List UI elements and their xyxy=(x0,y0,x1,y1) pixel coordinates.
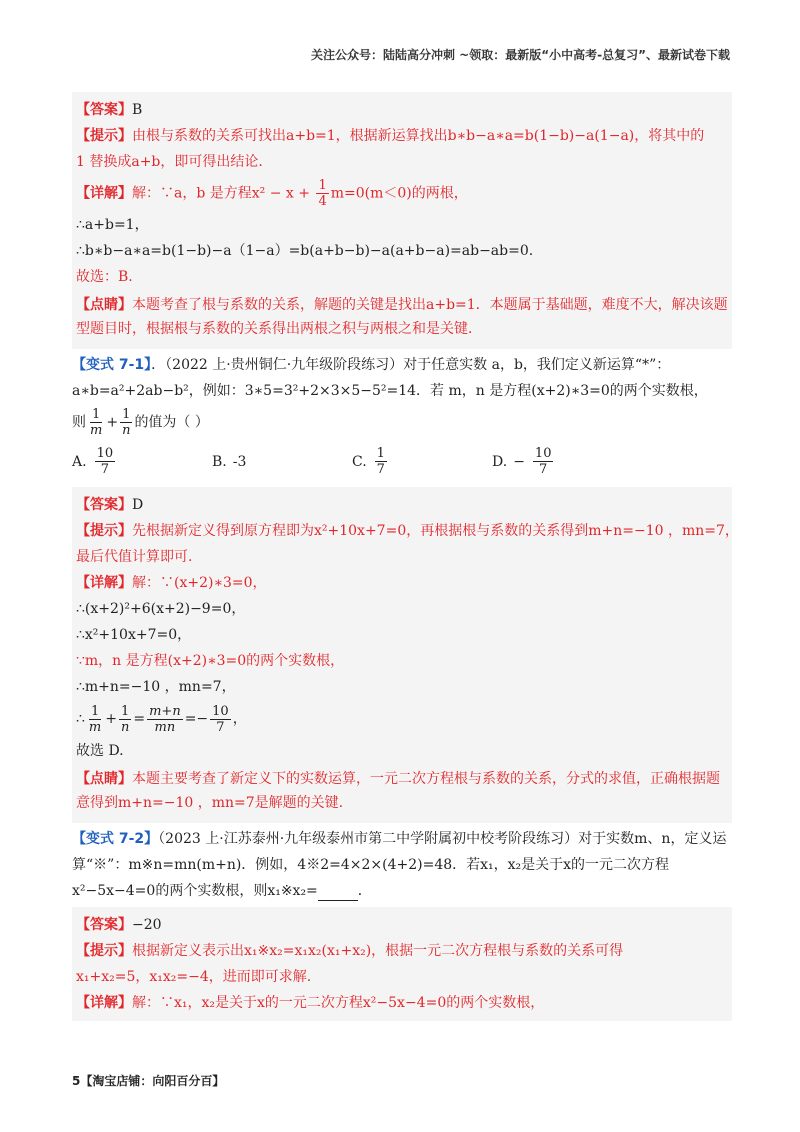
q7-comment: 本题考查了根与系数的关系，解题的关键是找出a+b=1．本题属于基础题，难度不大，解决该题型题目时，根据根与系数的关系得出两根之积与两根之和是关键． xyxy=(76,297,728,337)
v71-frac-1n: $\frac{1}{n}$ xyxy=(122,407,131,438)
option-c[interactable]: C. $\frac{1}{7}$ xyxy=(352,446,385,477)
v71-sol-frac-107: $\frac{10}{7}$ xyxy=(212,703,229,735)
v71-sol-frac-1n: $\frac{1}{n}$ xyxy=(120,703,130,735)
v71-stem-1: ．（2022 上·贵州铜仁·九年级阶段练习）对于任意实数 a，b，我们定义新运算“*”： xyxy=(151,357,671,373)
q7-solution xyxy=(72,92,732,349)
v71-detail-6-pre: ∴ xyxy=(76,711,85,727)
v71-sol-frac-mn: $\frac{m+n}{mn}$ xyxy=(149,703,181,735)
option-a[interactable]: A. $\frac{10}{7}$ xyxy=(72,446,114,477)
v71-detail-2: ∴(x+2)²+6(x+2)−9=0， xyxy=(76,601,246,617)
v71-hint-1: 先根据新定义得到原方程即为x²+10x+7=0，再根据根与系数的关系得到m+n=−10 ，mn=7， xyxy=(132,523,739,539)
q7-answer: B xyxy=(132,102,143,118)
v71-stem-3-post: 的值为（ ） xyxy=(134,414,209,431)
v72-solution xyxy=(72,907,732,1021)
hint-label: 【提示】 xyxy=(76,128,132,144)
v72-answer: −20 xyxy=(132,917,162,933)
v71-stem-2: a∗b=a²+2ab−b²，例如：3∗5=3²+2×3×5−5²=14．若 m，n 是方程(x+2)∗3=0的两个实数根， xyxy=(72,383,708,399)
q7-detail-2: ∴a+b=1， xyxy=(76,217,149,233)
v71-detail-1: 解：∵(x+2)∗3=0， xyxy=(132,575,267,591)
comment-label: 【点睛】 xyxy=(76,297,132,313)
v71-solution: 【答案】D 【提示】先根据新定义得到原方程即为x²+10x+7=0，再根据根与系数的关系得到m+n=−10 ，mn=7， 最后代值计算即可. 【详解】解：∵(x+2)∗3=0， ∴(x+2)²+6(x+2)−9=0， ∴x²+10x+7=0， ∵m，n 是方程(x+2)∗3=0的两个实数根， ∴m+n=−10 ，mn=7， ∴ $\frac{1}{m}$ + $\frac{1}{n}$ = $\frac{m+n}{mn}$ =− $\frac{10}{7}$ ， 故选 D. 【点睛】本题主要考查了新定义下的实数运算，一元二次方程根与系数的关系，分式的求值，正确根据题意得到m+n=−10 ，mn=7是解题的关键. xyxy=(72,487,732,823)
option-b[interactable]: B. -3 xyxy=(212,453,247,470)
q7-detail-4: 故选：B. xyxy=(76,269,133,285)
v71-comment: 本题主要考查了新定义下的实数运算，一元二次方程根与系数的关系，分式的求值，正确根据题意得到m+n=−10 ，mn=7是解题的关键. xyxy=(76,771,720,811)
v71-label: 【变式 7-1】 xyxy=(72,357,152,373)
answer-label: 【答案】 xyxy=(76,497,132,513)
document-body xyxy=(72,92,739,1021)
q7-hint-1: 由根与系数的关系可找出a+b=1，根据新运算找出b∗b−a∗a=b(1−b)−a(1−a)，将其中的 xyxy=(132,128,705,144)
q7-frac-quarter: $\frac{1}{4}$ xyxy=(318,178,327,209)
page-header: 关注公众号：陆陆高分冲刺 ~领取：最新版“小中高考-总复习”、最新试卷下载 xyxy=(311,48,730,62)
q7-detail-1-end: m=0(m＜0)的两根， xyxy=(330,185,468,202)
v71-detail-3: ∴x²+10x+7=0， xyxy=(76,627,192,643)
page-footer: 5【淘宝店铺：向阳百分百】 xyxy=(72,1074,225,1088)
v72-stem-2: 算“※”：m※n=mn(m+n)．例如，4※2=4×2×(4+2)=48．若x₁，x₂是关于x的一元二次方程 xyxy=(72,857,670,873)
v71-sol-frac-1m: $\frac{1}{m}$ xyxy=(88,703,102,735)
v71-answer: D xyxy=(132,497,144,513)
hint-label: 【提示】 xyxy=(76,943,132,959)
q7-hint-2: 1 替换成a+b，即可得出结论. xyxy=(76,154,263,170)
variant-7-2: 【变式 7-2】（2023 上·江苏泰州·九年级泰州市第二中学附属初中校考阶段练习）对于实数m、n，定义运 算“※”：m※n=mn(m+n)．例如，4※2=4×2×(4+2)=48．若x₁，x₂是关于x的一元二次方程 x²−5x−4=0的两个实数根，则x₁※x₂= ． xyxy=(72,831,727,899)
v71-stem-3-pre: 则 xyxy=(72,414,86,431)
q7-detail-1: 解：∵a，b 是方程x² − x + xyxy=(132,185,315,202)
option-d[interactable]: D. − $\frac{10}{7}$ xyxy=(492,446,552,477)
detail-label: 【详解】 xyxy=(76,185,132,202)
v72-hint-1: 根据新定义表示出x₁※x₂=x₁x₂(x₁+x₂)，根据一元二次方程根与系数的关系可得 xyxy=(132,943,624,959)
v71-detail-7: 故选 D. xyxy=(76,743,124,759)
hint-label: 【提示】 xyxy=(76,523,132,539)
v72-detail-1: 解：∵x₁，x₂是关于x的一元二次方程x²−5x−4=0的两个实数根， xyxy=(132,995,545,1011)
comment-label: 【点睛】 xyxy=(76,771,132,787)
v71-frac-1m: $\frac{1}{m}$ xyxy=(90,407,103,438)
v71-options xyxy=(72,446,732,477)
answer-label: 【答案】 xyxy=(76,917,132,933)
v71-detail-4: ∵m，n 是方程(x+2)∗3=0的两个实数根， xyxy=(76,653,345,669)
variant-7-1: 【变式 7-1】．（2022 上·贵州铜仁·九年级阶段练习）对于任意实数 a，b，我们定义新运算“*”： a∗b=a²+2ab−b²，例如：3∗5=3²+2×3×5−5²=14．若 m，n 是方程(x+2)∗3=0的两个实数根， 则 $\frac{1}{m}$ + $\frac{1}{n}$ 的值为（ ） A. $\frac{10}{7}$ B. -3 C. $\frac{1}{7}$ D. − $\frac{10}{7}$ xyxy=(72,355,732,477)
detail-label: 【详解】 xyxy=(76,575,132,591)
v72-stem-1: （2023 上·江苏泰州·九年级泰州市第二中学附属初中校考阶段练习）对于实数m、n，定义运 xyxy=(158,831,727,847)
v72-answer-blank[interactable] xyxy=(318,886,358,901)
v72-hint-2: x₁+x₂=5，x₁x₂=−4，进而即可求解. xyxy=(76,969,312,985)
v71-detail-5: ∴m+n=−10 ，mn=7， xyxy=(76,679,236,695)
v72-label: 【变式 7-2】 xyxy=(72,831,159,847)
detail-label: 【详解】 xyxy=(76,995,132,1011)
v71-hint-2: 最后代值计算即可. xyxy=(76,549,193,565)
v72-stem-3: x²−5x−4=0的两个实数根，则x₁※x₂= xyxy=(72,883,318,899)
answer-label: 【答案】 xyxy=(76,102,132,118)
q7-detail-3: ∴b∗b−a∗a=b(1−b)−a（1−a）=b(a+b−b)−a(a+b−a)=ab−ab=0. xyxy=(76,243,534,259)
